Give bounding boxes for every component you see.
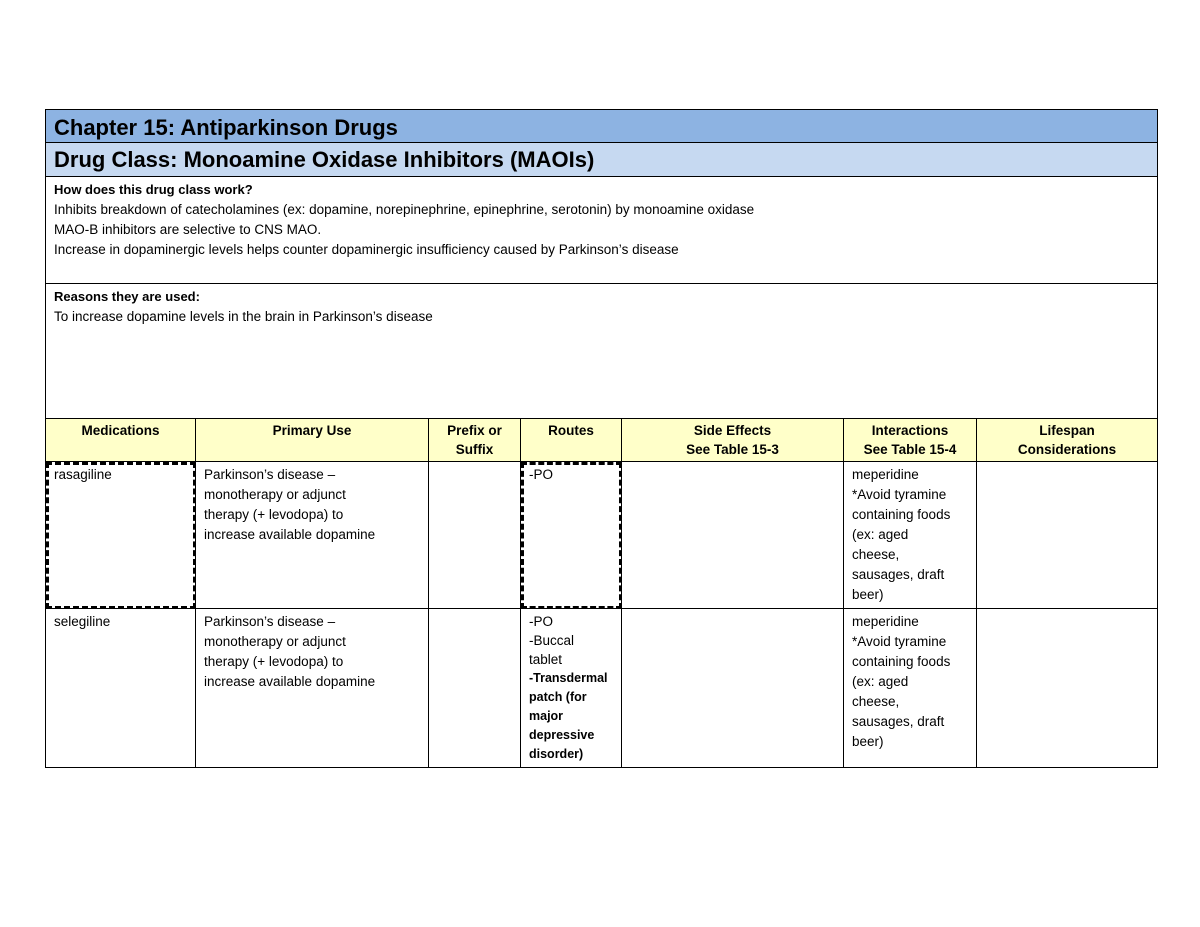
routes-cell: [521, 609, 622, 768]
cell-line: Parkinson’s disease –: [204, 614, 336, 629]
side-effects-cell: [622, 609, 844, 768]
header-text: Prefix or: [447, 423, 502, 438]
header-prefix-suffix: [429, 419, 521, 462]
header-text: Suffix: [455, 442, 494, 457]
header-text: Routes: [548, 423, 594, 438]
side-effects-cell: [622, 462, 844, 609]
header-side-effects: [622, 419, 844, 462]
cell-line: sausages, draft: [852, 567, 945, 582]
cell-line: cheese,: [852, 547, 900, 562]
cell-line: containing foods: [852, 507, 951, 522]
header-text: See Table 15-3: [686, 442, 779, 457]
cell-line: patch (for: [529, 690, 587, 704]
drug-study-sheet: [45, 109, 1157, 768]
reasons-heading: Reasons they are used:: [54, 289, 200, 304]
header-text: Side Effects: [693, 423, 772, 438]
header-medications: [46, 419, 196, 462]
cell-line: beer): [852, 734, 884, 749]
how-it-works-line: Increase in dopaminergic levels helps counter dopaminergic insufficiency caused by Parkinson’s disease: [54, 242, 679, 257]
cell-line: Parkinson’s disease –: [204, 467, 336, 482]
cell-line: monotherapy or adjunct: [204, 634, 346, 649]
cell-line: disorder): [529, 747, 584, 761]
header-routes: [521, 419, 622, 462]
cell-line: meperidine: [852, 467, 919, 482]
drug-table: [45, 109, 1158, 768]
header-text: Medications: [81, 423, 160, 438]
cell-line: -PO: [529, 467, 554, 482]
cell-line: -PO: [529, 614, 554, 629]
cell-line: increase available dopamine: [204, 674, 376, 689]
cell-line: *Avoid tyramine: [852, 634, 947, 649]
header-text: Lifespan: [1039, 423, 1095, 438]
medication-cell: rasagiline: [46, 462, 196, 609]
cell-line: -Buccal: [529, 633, 575, 648]
interactions-cell: [844, 609, 977, 768]
cell-line: (ex: aged: [852, 674, 909, 689]
routes-cell: [521, 462, 622, 609]
cell-line: containing foods: [852, 654, 951, 669]
interactions-cell: [844, 462, 977, 609]
header-text: Considerations: [1017, 442, 1117, 457]
cell-line: therapy (+ levodopa) to: [204, 507, 344, 522]
reasons-section: [46, 284, 1158, 419]
cell-line: increase available dopamine: [204, 527, 376, 542]
cell-line: monotherapy or adjunct: [204, 487, 346, 502]
medication-cell: selegiline: [46, 609, 196, 768]
cell-line: sausages, draft: [852, 714, 945, 729]
header-primary-use: [196, 419, 429, 462]
cell-line: major: [529, 709, 564, 723]
cell-line: cheese,: [852, 694, 900, 709]
lifespan-cell: [977, 609, 1158, 768]
header-lifespan: [977, 419, 1158, 462]
header-text: See Table 15-4: [863, 442, 957, 457]
primary-use-cell: [196, 462, 429, 609]
cell-line: meperidine: [852, 614, 919, 629]
cell-line: depressive: [529, 728, 595, 742]
how-it-works-line: Inhibits breakdown of catecholamines (ex: dopamine, norepinephrine, epinephrine, serotonin) by monoamine oxidase: [54, 202, 755, 217]
primary-use-cell: [196, 609, 429, 768]
cell-line: beer): [852, 587, 884, 602]
cell-line: -Transdermal: [529, 671, 608, 685]
header-interactions: [844, 419, 977, 462]
chapter-title: Chapter 15: Antiparkinson Drugs: [46, 110, 1158, 143]
reasons-line: To increase dopamine levels in the brain in Parkinson’s disease: [54, 309, 433, 324]
prefix-suffix-cell: [429, 462, 521, 609]
cell-line: therapy (+ levodopa) to: [204, 654, 344, 669]
table-row: [46, 609, 1158, 768]
how-it-works-line: MAO-B inhibitors are selective to CNS MAO.: [54, 222, 322, 237]
cell-line: (ex: aged: [852, 527, 909, 542]
header-text: Primary Use: [272, 423, 352, 438]
cell-line: *Avoid tyramine: [852, 487, 947, 502]
lifespan-cell: [977, 462, 1158, 609]
how-it-works-section: [46, 177, 1158, 284]
how-it-works-heading: How does this drug class work?: [54, 182, 253, 197]
drug-class-title: Drug Class: Monoamine Oxidase Inhibitors (MAOIs): [46, 143, 1158, 177]
column-header-row: [46, 419, 1158, 462]
cell-line: tablet: [529, 652, 563, 667]
header-text: Interactions: [871, 423, 949, 438]
prefix-suffix-cell: [429, 609, 521, 768]
table-row: [46, 462, 1158, 609]
